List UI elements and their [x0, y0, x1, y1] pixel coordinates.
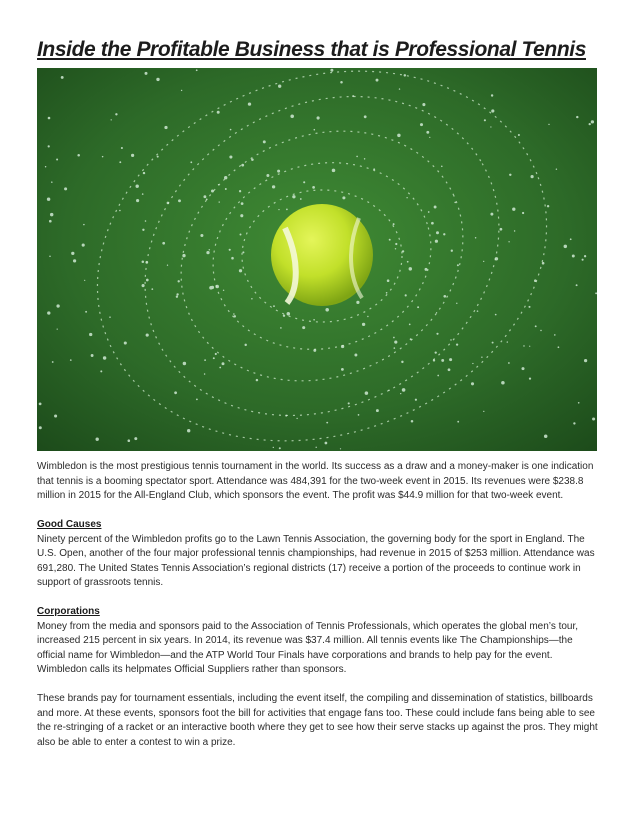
water-droplet — [404, 74, 406, 76]
water-droplet — [103, 356, 106, 359]
water-droplet — [356, 156, 358, 158]
water-droplet — [435, 351, 437, 353]
water-droplet — [483, 411, 484, 412]
water-droplet — [395, 248, 396, 249]
water-droplet — [136, 185, 139, 188]
water-droplet — [448, 368, 451, 371]
water-droplet — [242, 251, 244, 253]
water-droplet — [490, 213, 493, 216]
water-droplet — [200, 234, 203, 237]
water-droplet — [529, 346, 530, 347]
water-droplet — [348, 402, 350, 404]
water-droplet — [325, 442, 328, 445]
water-droplet — [142, 284, 145, 287]
water-droplet — [405, 294, 407, 296]
water-droplet — [77, 154, 80, 157]
water-droplet — [71, 252, 74, 255]
water-droplet — [39, 426, 42, 429]
water-droplet — [190, 161, 192, 163]
water-droplet — [85, 311, 87, 313]
water-droplet — [223, 290, 224, 291]
water-droplet — [142, 261, 145, 264]
water-droplet — [572, 255, 575, 258]
water-droplet — [592, 417, 595, 420]
water-droplet — [542, 262, 545, 265]
water-droplet — [450, 339, 451, 340]
water-droplet — [501, 381, 505, 385]
water-droplet — [428, 211, 430, 213]
water-droplet — [215, 353, 217, 355]
water-droplet — [326, 422, 328, 424]
water-droplet — [554, 334, 556, 336]
water-droplet — [164, 126, 167, 129]
water-droplet — [277, 170, 280, 173]
water-droplet — [401, 361, 403, 363]
water-droplet — [584, 255, 586, 257]
water-droplet — [196, 69, 198, 71]
closing-paragraph: These brands pay for tournament essentials, including the event itself, the compiling and dissemination of statistics, billboards and more. At these events, sponsors foot the bill for activities that engage fans too. These could include fans being able to see the re-stringing of a racket or an interactive booth where they get to see how their serve stacks up against the pros. They might also be able to enter a contest to win a prize. — [37, 693, 598, 748]
water-droplet — [451, 250, 453, 252]
water-droplet — [407, 261, 409, 263]
water-droplet — [475, 237, 477, 239]
water-droplet — [393, 337, 395, 339]
article-body — [37, 460, 603, 765]
water-droplet — [589, 123, 591, 125]
water-droplet — [273, 305, 275, 307]
water-droplet — [209, 249, 210, 250]
section-good-causes — [37, 518, 603, 591]
water-droplet — [182, 254, 185, 257]
water-droplet — [145, 220, 147, 222]
water-droplet — [573, 422, 575, 424]
water-droplet — [178, 199, 181, 202]
water-droplet — [544, 435, 548, 439]
water-droplet — [409, 267, 412, 270]
water-droplet — [146, 279, 149, 282]
water-droplet — [491, 94, 493, 96]
water-droplet — [96, 438, 99, 441]
water-droplet — [528, 306, 530, 308]
water-droplet — [256, 379, 258, 381]
water-droplet — [576, 284, 578, 286]
water-droplet — [296, 418, 297, 419]
water-droplet — [231, 257, 234, 260]
water-droplet — [340, 448, 341, 449]
water-droplet — [49, 220, 52, 223]
water-droplet — [365, 391, 369, 395]
water-droplet — [178, 280, 180, 282]
water-droplet — [495, 314, 497, 316]
water-droplet — [570, 238, 572, 240]
water-droplet — [317, 116, 320, 119]
water-droplet — [354, 354, 357, 357]
water-droplet — [142, 193, 144, 195]
water-droplet — [240, 214, 243, 217]
water-droplet — [109, 316, 111, 318]
water-droplet — [61, 76, 64, 79]
water-droplet — [521, 367, 524, 370]
water-droplet — [279, 447, 281, 449]
water-droplet — [540, 330, 541, 331]
water-droplet — [56, 304, 59, 307]
water-droplet — [51, 181, 53, 183]
water-droplet — [456, 303, 457, 304]
water-droplet — [119, 161, 121, 163]
water-droplet — [91, 354, 94, 357]
water-droplet — [204, 359, 206, 361]
water-droplet — [222, 362, 225, 365]
water-droplet — [393, 223, 395, 225]
water-droplet — [477, 310, 479, 312]
water-droplet — [219, 201, 220, 202]
water-droplet — [313, 319, 315, 321]
water-droplet — [507, 341, 508, 342]
water-droplet — [400, 393, 401, 394]
water-droplet — [397, 134, 400, 137]
water-droplet — [280, 327, 282, 329]
water-droplet — [290, 115, 294, 119]
water-droplet — [435, 240, 438, 243]
water-droplet — [576, 116, 578, 118]
water-droplet — [131, 154, 134, 157]
water-droplet — [443, 295, 446, 298]
section-heading: Corporations — [37, 606, 100, 617]
water-droplet — [399, 88, 400, 89]
water-droplet — [314, 129, 316, 131]
water-droplet — [174, 391, 177, 394]
water-droplet — [376, 409, 379, 412]
water-droplet — [437, 375, 439, 377]
water-droplet — [121, 147, 123, 149]
water-droplet — [394, 347, 396, 349]
water-droplet — [54, 414, 57, 417]
article-title: Inside the Profitable Business that is Professional Tennis — [37, 38, 586, 61]
water-droplet — [508, 241, 509, 242]
water-droplet — [162, 242, 165, 245]
water-droplet — [341, 368, 344, 371]
water-droplet — [230, 129, 232, 131]
water-droplet — [591, 120, 594, 123]
water-droplet — [240, 234, 242, 236]
water-droplet — [111, 119, 112, 120]
water-droplet — [492, 342, 494, 344]
water-droplet — [429, 137, 430, 138]
water-droplet — [584, 359, 587, 362]
section-corporations — [37, 605, 603, 678]
water-droplet — [406, 197, 407, 198]
water-droplet — [512, 208, 515, 211]
water-droplet — [73, 259, 76, 262]
water-droplet — [48, 117, 51, 120]
water-droplet — [119, 210, 121, 212]
water-droplet — [157, 156, 159, 158]
water-droplet — [441, 359, 444, 362]
water-droplet — [389, 239, 391, 241]
water-droplet — [367, 316, 368, 317]
water-droplet — [128, 439, 131, 442]
section-heading: Good Causes — [37, 519, 102, 530]
water-droplet — [441, 166, 443, 168]
water-droplet — [263, 140, 266, 143]
water-droplet — [330, 69, 333, 72]
water-droplet — [420, 123, 423, 126]
water-droplet — [325, 308, 329, 312]
water-droplet — [364, 158, 365, 159]
water-droplet — [183, 362, 186, 365]
water-droplet — [176, 296, 178, 298]
water-droplet — [500, 228, 503, 231]
water-droplet — [387, 279, 390, 282]
water-droplet — [64, 187, 67, 190]
water-droplet — [136, 199, 139, 202]
water-droplet — [386, 292, 388, 294]
water-droplet — [239, 190, 241, 192]
water-droplet — [48, 145, 50, 147]
water-droplet — [535, 325, 537, 327]
water-droplet — [302, 326, 305, 329]
water-droplet — [508, 362, 510, 364]
water-droplet — [241, 164, 244, 167]
water-droplet — [211, 190, 214, 193]
water-droplet — [582, 259, 584, 261]
water-droplet — [402, 388, 406, 392]
water-droplet — [376, 79, 379, 82]
water-droplet — [395, 243, 397, 245]
water-droplet — [471, 382, 474, 385]
water-droplet — [426, 131, 429, 134]
water-droplet — [578, 402, 580, 404]
water-droplet — [417, 306, 419, 308]
water-droplet — [142, 229, 144, 231]
water-droplet — [362, 323, 365, 326]
water-droplet — [217, 111, 220, 114]
water-droplet — [272, 185, 275, 188]
water-droplet — [514, 230, 515, 231]
water-droplet — [342, 196, 345, 199]
water-droplet — [143, 172, 145, 174]
water-droplet — [244, 344, 246, 346]
water-droplet — [548, 124, 549, 125]
water-droplet — [82, 244, 85, 247]
water-droplet — [491, 109, 494, 112]
water-droplet — [518, 134, 520, 136]
water-droplet — [364, 115, 367, 118]
section-text: Money from the media and sponsors paid to the Association of Tennis Professionals, which operates the global men’s tour, increased 215 percent in six years. In 2014, its revenue was $37.4 million. All tennis events like The Championships—the official name for Wimbledon—and the ATP World Tour Finals have corporations and brands to help pay for the event. Wimbledon calls its helpmates Official Suppliers rather than sponsors. — [37, 620, 579, 675]
water-droplet — [356, 301, 359, 304]
water-droplet — [523, 345, 524, 346]
water-droplet — [315, 447, 316, 448]
water-droplet — [484, 119, 486, 121]
water-droplet — [225, 188, 227, 190]
water-droplet — [436, 312, 437, 313]
water-droplet — [564, 245, 567, 248]
water-droplet — [547, 205, 549, 207]
water-droplet — [509, 174, 511, 176]
water-droplet — [115, 113, 117, 115]
water-droplet — [248, 102, 251, 105]
water-droplet — [219, 367, 221, 369]
water-droplet — [251, 298, 253, 300]
water-droplet — [239, 269, 242, 272]
water-droplet — [229, 155, 232, 158]
intro-paragraph: Wimbledon is the most prestigious tennis tournament in the world. Its success as a draw and a money-maker is one indication that tennis is a booming spectator sport. Attendance was 484,391 for the two-week event in 2015. Its revenues were $238.8 million in 2015 for the All-England Club, which sponsors the event. The profit was $44.9 million for that two-week event. — [37, 461, 594, 501]
water-droplet — [456, 343, 458, 345]
water-droplet — [124, 341, 127, 344]
water-droplet — [196, 399, 198, 401]
water-droplet — [340, 81, 343, 84]
water-droplet — [211, 286, 214, 289]
water-droplet — [100, 370, 102, 372]
water-droplet — [358, 414, 360, 416]
water-droplet — [102, 156, 104, 158]
water-droplet — [431, 222, 434, 225]
water-droplet — [529, 378, 531, 380]
water-droplet — [300, 198, 302, 200]
water-droplet — [287, 312, 291, 316]
water-droplet — [472, 363, 473, 364]
water-droplet — [436, 333, 438, 335]
water-droplet — [411, 420, 414, 423]
water-droplet — [483, 261, 484, 262]
water-droplet — [181, 90, 182, 91]
water-droplet — [457, 264, 459, 266]
water-droplet — [531, 175, 534, 178]
water-droplet — [57, 328, 58, 329]
water-droplet — [266, 174, 269, 177]
water-droplet — [213, 357, 215, 359]
water-droplet — [234, 315, 236, 317]
water-droplet — [332, 169, 336, 173]
water-droplet — [273, 447, 274, 448]
water-droplet — [457, 421, 459, 423]
water-droplet — [278, 85, 281, 88]
water-droplet — [303, 181, 305, 183]
water-droplet — [394, 341, 397, 344]
water-droplet — [176, 293, 178, 295]
water-droplet — [409, 324, 411, 326]
water-droplet — [556, 168, 557, 169]
water-droplet — [204, 373, 206, 375]
water-droplet — [283, 315, 285, 317]
water-droplet — [39, 403, 42, 406]
water-droplet — [167, 265, 168, 266]
water-droplet — [449, 358, 452, 361]
water-droplet — [229, 249, 231, 251]
water-droplet — [203, 195, 206, 198]
water-droplet — [595, 292, 597, 294]
water-droplet — [286, 209, 288, 211]
water-droplet — [481, 356, 482, 357]
water-droplet — [52, 361, 54, 363]
water-droplet — [415, 399, 417, 401]
water-droplet — [187, 429, 190, 432]
water-droplet — [134, 437, 137, 440]
water-droplet — [206, 251, 209, 254]
water-droplet — [56, 158, 58, 160]
water-droplet — [84, 280, 85, 281]
water-droplet — [312, 186, 315, 189]
water-droplet — [278, 209, 279, 210]
water-droplet — [522, 212, 524, 214]
tennis-ball-photo — [37, 68, 597, 451]
water-droplet — [436, 231, 439, 234]
water-droplet — [151, 288, 153, 290]
water-droplet — [292, 195, 295, 198]
water-droplet — [558, 346, 560, 348]
water-droplet — [422, 103, 425, 106]
water-droplet — [490, 126, 491, 127]
water-droplet — [83, 224, 84, 225]
water-droplet — [443, 233, 445, 235]
water-droplet — [47, 197, 50, 200]
water-droplet — [156, 78, 159, 81]
water-droplet — [233, 313, 235, 315]
water-droplet — [47, 311, 50, 314]
section-text: Ninety percent of the Wimbledon profits go to the Lawn Tennis Association, the governing body for the sport in England. The U.S. Open, another of the four major professional tennis championships, had revenue in 2015 of $253 million. Attendance was 691,280. The United States Tennis Association’s regional districts (17) receive a portion of the proceeds to continue work in support of grassroots tennis. — [37, 533, 595, 588]
water-droplet — [70, 359, 72, 361]
water-droplet — [50, 213, 53, 216]
water-droplet — [434, 206, 437, 209]
water-droplet — [145, 72, 148, 75]
water-droplet — [89, 333, 92, 336]
water-droplet — [45, 166, 46, 167]
water-droplet — [49, 255, 51, 257]
water-droplet — [241, 202, 244, 205]
water-droplet — [146, 334, 149, 337]
